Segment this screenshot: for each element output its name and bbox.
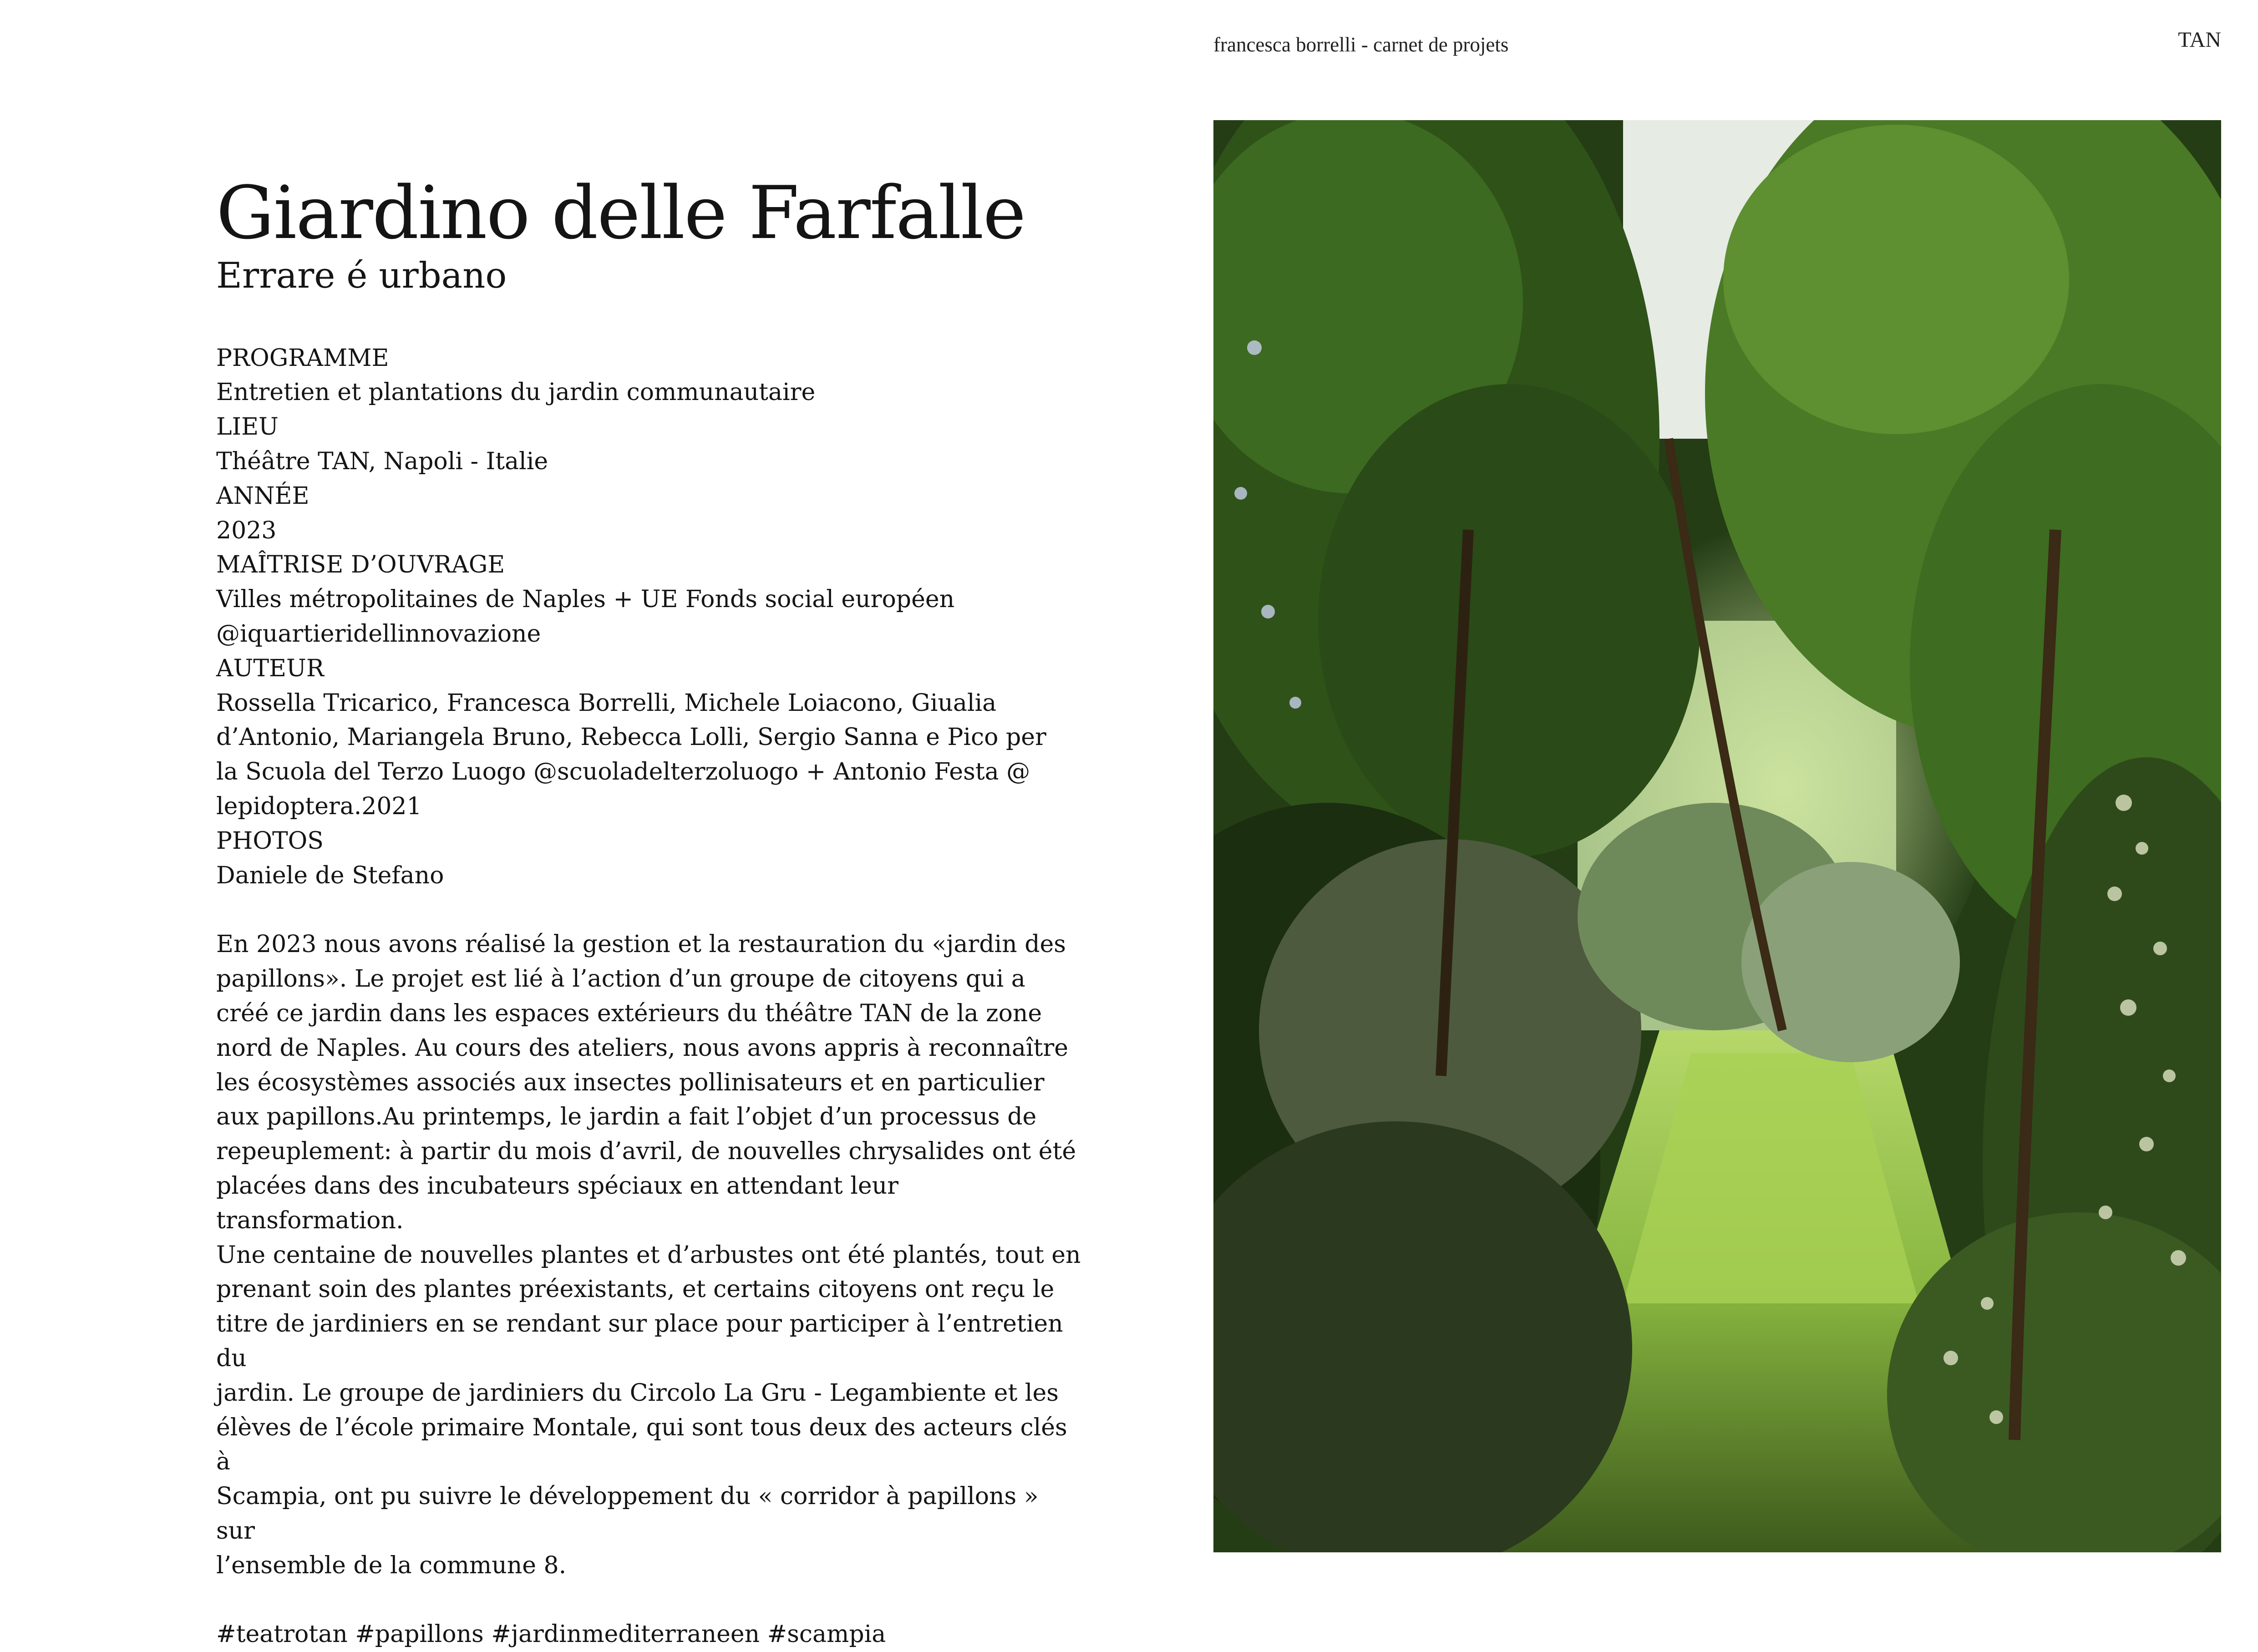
description-line: Une centaine de nouvelles plantes et d’arbustes ont été plantés, tout en xyxy=(216,1241,1081,1269)
detail-value-auteur: Rossella Tricarico, Francesca Borrelli, Michele Loiacono, Giualia xyxy=(216,689,997,717)
description-line: nord de Naples. Au cours des ateliers, nous avons appris à reconnaître xyxy=(216,1034,1069,1062)
detail-label-programme: PROGRAMME xyxy=(216,344,389,372)
description-line: Scampia, ont pu suivre le développement du « corridor à papillons » sur xyxy=(216,1483,1039,1545)
description-line: prenant soin des plantes préexistants, et certains citoyens ont reçu le xyxy=(216,1276,1055,1303)
description-line: repeuplement: à partir du mois d’avril, de nouvelles chrysalides ont été xyxy=(216,1138,1076,1166)
garden-photo xyxy=(1213,120,2221,1552)
detail-label-annee: ANNÉE xyxy=(216,482,310,510)
description-line: En 2023 nous avons réalisé la gestion et la restauration du «jardin des xyxy=(216,931,1066,958)
project-details xyxy=(216,341,1081,893)
text-column xyxy=(216,170,1081,1652)
detail-value-auteur: lepidoptera.2021 xyxy=(216,792,422,820)
detail-value-maitrise: @iquartieridellinnovazione xyxy=(216,620,541,648)
detail-value-annee: 2023 xyxy=(216,517,277,544)
description-line: les écosystèmes associés aux insectes pollinisateurs et en particulier xyxy=(216,1069,1045,1096)
project-title: Giardino delle Farfalle xyxy=(216,170,1025,255)
detail-label-lieu: LIEU xyxy=(216,413,279,441)
description-line: papillons». Le projet est lié à l’action d’un groupe de citoyens qui a xyxy=(216,965,1025,993)
detail-value-auteur: la Scuola del Terzo Luogo @scuoladelterzoluogo + Antonio Festa @ xyxy=(216,758,1030,786)
hashtags: #teatrotan #papillons #jardinmediterraneen #scampia xyxy=(216,1621,886,1648)
detail-label-maitrise: MAÎTRISE D’OUVRAGE xyxy=(216,551,505,579)
description-line: l’ensemble de la commune 8. xyxy=(216,1551,567,1579)
description-line: placées dans des incubateurs spéciaux en attendant leur transformation. xyxy=(216,1172,898,1234)
project-description xyxy=(216,927,1081,1583)
detail-value-auteur: d’Antonio, Mariangela Bruno, Rebecca Lolli, Sergio Sanna e Pico per xyxy=(216,724,1046,751)
description-line: jardin. Le groupe de jardiniers du Circolo La Gru - Legambiente et les xyxy=(216,1379,1059,1407)
project-subtitle: Errare é urbano xyxy=(216,255,507,296)
detail-value-maitrise: Villes métropolitaines de Naples + UE Fonds social européen xyxy=(216,586,955,613)
detail-value-programme: Entretien et plantations du jardin communautaire xyxy=(216,379,816,406)
description-line: élèves de l’école primaire Montale, qui sont tous deux des acteurs clés à xyxy=(216,1414,1067,1476)
description-line: créé ce jardin dans les espaces extérieurs du théâtre TAN de la zone xyxy=(216,999,1042,1027)
description-line: aux papillons.Au printemps, le jardin a fait l’objet d’un processus de xyxy=(216,1103,1037,1131)
detail-label-photos: PHOTOS xyxy=(216,827,324,855)
description-line: titre de jardiniers en se rendant sur place pour participer à l’entretien du xyxy=(216,1310,1063,1372)
page-folio: TAN xyxy=(2178,28,2221,52)
detail-value-lieu: Théâtre TAN, Napoli - Italie xyxy=(216,447,548,475)
detail-value-photos: Daniele de Stefano xyxy=(216,861,444,889)
detail-label-auteur: AUTEUR xyxy=(216,654,324,682)
running-header: francesca borrelli - carnet de projets xyxy=(1213,33,1509,56)
